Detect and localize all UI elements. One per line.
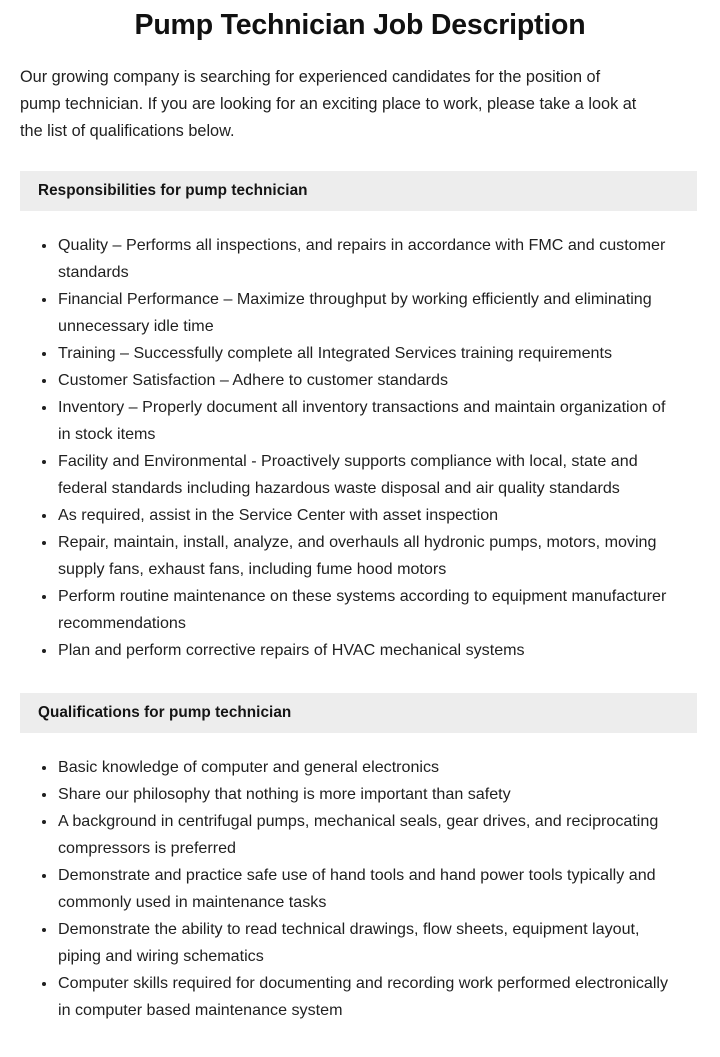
section-responsibilities <box>0 171 720 664</box>
list-item: Computer skills required for documenting and recording work performed electronically in computer based maintenance system <box>0 970 700 1024</box>
section-qualifications <box>0 693 720 1024</box>
list-item: Demonstrate and practice safe use of hand tools and hand power tools typically and commonly used in maintenance tasks <box>0 862 700 916</box>
list-item: Basic knowledge of computer and general electronics <box>0 754 700 781</box>
list-item: Customer Satisfaction – Adhere to customer standards <box>0 367 700 394</box>
list-item: A background in centrifugal pumps, mechanical seals, gear drives, and reciprocating compressors is preferred <box>0 808 700 862</box>
list-item: Facility and Environmental - Proactively supports compliance with local, state and federal standards including hazardous waste disposal and air quality standards <box>0 448 700 502</box>
responsibilities-list <box>0 211 720 664</box>
list-item: Quality – Performs all inspections, and repairs in accordance with FMC and customer standards <box>0 232 700 286</box>
section-header-qualifications <box>20 693 697 733</box>
list-item: Financial Performance – Maximize throughput by working efficiently and eliminating unnecessary idle time <box>0 286 700 340</box>
list-item: Training – Successfully complete all Integrated Services training requirements <box>0 340 700 367</box>
list-item: Repair, maintain, install, analyze, and overhauls all hydronic pumps, motors, moving supply fans, exhaust fans, including fume hood motors <box>0 529 700 583</box>
list-item: Perform routine maintenance on these systems according to equipment manufacturer recommendations <box>0 583 700 637</box>
list-item: Share our philosophy that nothing is more important than safety <box>0 781 700 808</box>
intro-paragraph: Our growing company is searching for experienced candidates for the position of pump technician. If you are looking for an exciting place to work, please take a look at the list of qualifications below. <box>20 68 637 140</box>
page-title: Pump Technician Job Description <box>134 9 586 41</box>
list-item: As required, assist in the Service Center with asset inspection <box>0 502 700 529</box>
list-item: Inventory – Properly document all inventory transactions and maintain organization of in stock items <box>0 394 700 448</box>
section-header-label: Responsibilities for pump technician <box>38 182 308 200</box>
list-item: Demonstrate the ability to read technical drawings, flow sheets, equipment layout, piping and wiring schematics <box>0 916 700 970</box>
section-header-responsibilities <box>20 171 697 211</box>
section-header-label: Qualifications for pump technician <box>38 704 292 722</box>
list-item: Plan and perform corrective repairs of HVAC mechanical systems <box>0 637 700 664</box>
qualifications-list <box>0 733 720 1024</box>
